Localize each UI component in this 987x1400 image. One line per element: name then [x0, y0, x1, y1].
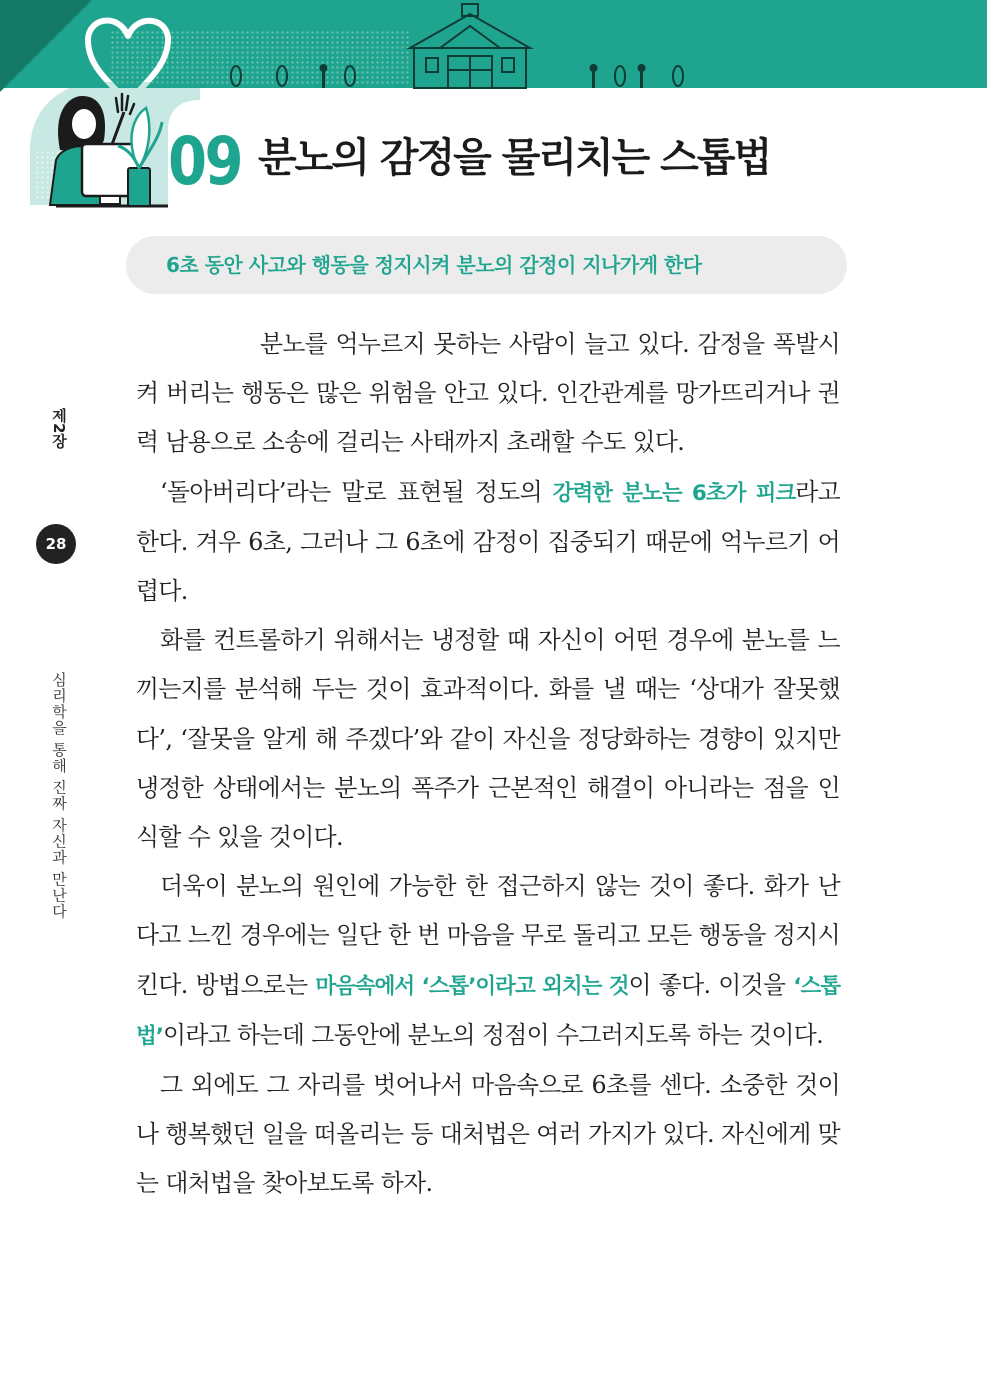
paragraph-text: ‘돌아버리다’라는 말로 표현될 정도의	[160, 477, 553, 506]
paragraph-1	[136, 320, 840, 468]
chapter-number: 09	[168, 123, 241, 200]
paragraph-2	[136, 468, 840, 617]
header-illustration	[0, 0, 987, 230]
body-text	[136, 320, 840, 1209]
highlight-phrase: 강력한 분노는 6초가 피크	[552, 480, 796, 506]
paragraph-3	[136, 616, 840, 862]
highlight-phrase: 마음속에서 ‘스톱’이라고 외치는 것	[315, 973, 629, 999]
page-number-badge: 28	[36, 524, 76, 564]
chapter-label: 제2장	[50, 408, 68, 449]
paragraph-text: 라고 한다. 겨우 6초, 그러나 그 6초에 감정이 집중되기 때문에 억누르기 어렵다.	[136, 477, 840, 606]
paragraph-text: 화를 컨트롤하기 위해서는 냉정할 때 자신이 어떤 경우에 분노를 느끼는지를 분석해 두는 것이 효과적이다. 화를 낼 때는 ‘상대가 잘못했다’, ‘잘못을 알게 해 주겠다’와 같이 자신을 정당화하는 경향이 있지만 냉정한 상태에서는 분노의 폭주가 근본적인 해결이 아니라는 점을 인식할 수 있을 것이다.	[136, 626, 840, 852]
paragraph-text: 이라고 하는데 그동안에 분노의 정점이 수그러지도록 하는 것이다.	[162, 1020, 824, 1049]
paragraph-text: 분노를 억누르지 못하는 사람이 늘고 있다. 감정을 폭발시켜 버리는 행동은 많은 위험을 안고 있다. 인간관계를 망가뜨리거나 권력 남용으로 소송에 걸리는 사태까지 초래할 수도 있다.	[136, 330, 840, 457]
subtitle-bar	[126, 236, 847, 294]
paragraph-5	[136, 1061, 840, 1209]
paragraph-4	[136, 862, 840, 1061]
highlight-phrase: ‘스톱법’	[136, 973, 840, 1049]
book-title: 심리학을 통해 진짜 자신과 만난다	[50, 672, 68, 920]
paragraph-text: 더욱이 분노의 원인에 가능한 한 접근하지 않는 것이 좋다. 화가 난다고 느낀 경우에는 일단 한 번 마음을 무로 돌리고 모든 행동을 정지시킨다. 방법으로는	[136, 872, 840, 999]
paragraph-text: 그 외에도 그 자리를 벗어나서 마음속으로 6초를 센다. 소중한 것이나 행복했던 일을 떠올리는 등 대처법은 여러 가지가 있다. 자신에게 맞는 대처법을 찾아보도록 하자.	[136, 1071, 840, 1198]
page-title: 분노의 감정을 물리치는 스톱법	[258, 135, 771, 181]
mansion-icon	[410, 4, 530, 88]
subtitle: 6초 동안 사고와 행동을 정지시켜 분노의 감정이 지나가게 한다	[166, 253, 702, 277]
paragraph-text: 이 좋다. 이것을	[628, 970, 794, 999]
